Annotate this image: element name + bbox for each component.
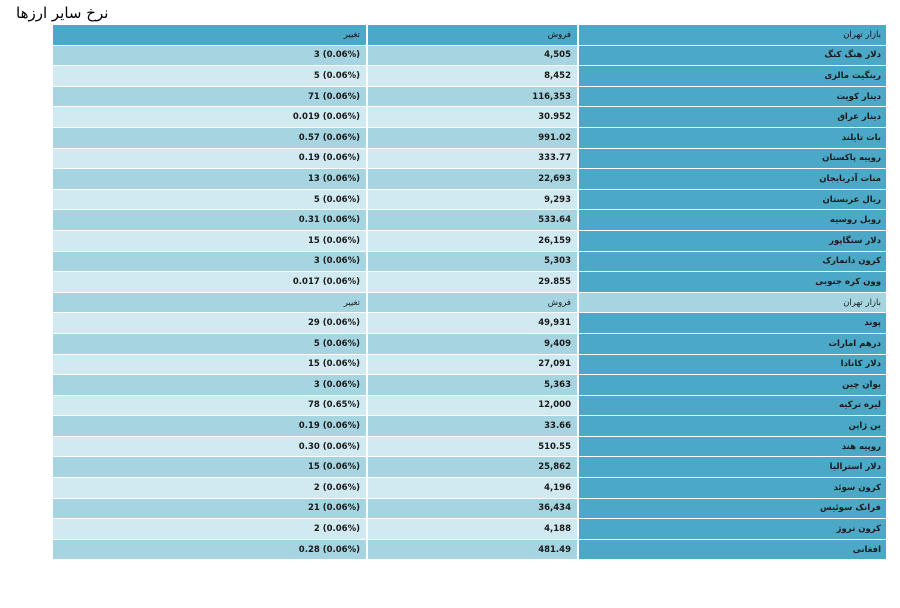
currency-name: دینار کویت <box>579 87 886 107</box>
sell-cell: 5,363 <box>368 375 579 395</box>
currency-name: ین ژاپن <box>579 416 886 436</box>
sell-cell: 12,000 <box>368 396 579 416</box>
change-cell: 5 (0.06%) <box>53 66 368 86</box>
table-subheader-row <box>53 293 886 314</box>
sell-cell: 510.55 <box>368 437 579 457</box>
change-cell: 15 (0.06%) <box>53 355 368 375</box>
sell-cell: 5,303 <box>368 252 579 272</box>
currency-name: فرانک سوئیس <box>579 499 886 519</box>
change-cell: 3 (0.06%) <box>53 375 368 395</box>
currency-name: منات آذربایجان <box>579 169 886 189</box>
change-cell: 3 (0.06%) <box>53 252 368 272</box>
table-header-row <box>53 25 886 46</box>
subheader-sell: فروش <box>368 293 579 313</box>
table-row <box>53 149 886 170</box>
change-cell: 21 (0.06%) <box>53 499 368 519</box>
page-title: نرخ سایر ارزها <box>16 4 109 22</box>
table-row <box>53 128 886 149</box>
sell-cell: 533.64 <box>368 210 579 230</box>
currency-name: روبل روسیه <box>579 210 886 230</box>
change-cell: 15 (0.06%) <box>53 457 368 477</box>
sell-cell: 25,862 <box>368 457 579 477</box>
table-row <box>53 355 886 376</box>
subheader-change: تغییر <box>53 293 368 313</box>
currency-name: پوند <box>579 313 886 333</box>
sell-cell: 116,353 <box>368 87 579 107</box>
sell-cell: 8,452 <box>368 66 579 86</box>
change-cell: 0.28 (0.06%) <box>53 540 368 560</box>
sell-cell: 49,931 <box>368 313 579 333</box>
change-cell: 0.019 (0.06%) <box>53 107 368 127</box>
change-cell: 13 (0.06%) <box>53 169 368 189</box>
table-row <box>53 46 886 67</box>
currency-name: کرون نروژ <box>579 519 886 539</box>
header-sell: فروش <box>368 25 579 45</box>
currency-name: وون کره جنوبی <box>579 272 886 292</box>
table-row <box>53 457 886 478</box>
table-row <box>53 437 886 458</box>
table-row <box>53 107 886 128</box>
table-row <box>53 231 886 252</box>
currency-name: یوان چین <box>579 375 886 395</box>
table-row <box>53 169 886 190</box>
table-row <box>53 416 886 437</box>
currency-name: رینگیت مالزی <box>579 66 886 86</box>
change-cell: 78 (0.65%) <box>53 396 368 416</box>
sell-cell: 333.77 <box>368 149 579 169</box>
sell-cell: 26,159 <box>368 231 579 251</box>
table-row <box>53 190 886 211</box>
sell-cell: 36,434 <box>368 499 579 519</box>
sell-cell: 29.855 <box>368 272 579 292</box>
change-cell: 0.017 (0.06%) <box>53 272 368 292</box>
sell-cell: 9,293 <box>368 190 579 210</box>
change-cell: 3 (0.06%) <box>53 46 368 66</box>
currency-name: دلار هنگ کنگ <box>579 46 886 66</box>
change-cell: 0.19 (0.06%) <box>53 416 368 436</box>
table-row <box>53 478 886 499</box>
currency-name: دلار استرالیا <box>579 457 886 477</box>
currency-name: کرون سوئد <box>579 478 886 498</box>
sell-cell: 33.66 <box>368 416 579 436</box>
table-row <box>53 87 886 108</box>
currency-rate-table <box>53 25 886 560</box>
change-cell: 0.57 (0.06%) <box>53 128 368 148</box>
currency-name: دلار کانادا <box>579 355 886 375</box>
subheader-market: بازار تهران <box>579 293 886 313</box>
currency-name: روپیه هند <box>579 437 886 457</box>
sell-cell: 9,409 <box>368 334 579 354</box>
currency-name: دینار عراق <box>579 107 886 127</box>
change-cell: 15 (0.06%) <box>53 231 368 251</box>
currency-name: ریال عربستان <box>579 190 886 210</box>
change-cell: 0.30 (0.06%) <box>53 437 368 457</box>
header-market: بازار تهران <box>579 25 886 45</box>
table-row <box>53 66 886 87</box>
change-cell: 5 (0.06%) <box>53 334 368 354</box>
table-row <box>53 499 886 520</box>
currency-name: لیره ترکیه <box>579 396 886 416</box>
change-cell: 0.31 (0.06%) <box>53 210 368 230</box>
sell-cell: 22,693 <box>368 169 579 189</box>
sell-cell: 4,196 <box>368 478 579 498</box>
table-row <box>53 519 886 540</box>
sell-cell: 27,091 <box>368 355 579 375</box>
sell-cell: 991.02 <box>368 128 579 148</box>
table-row <box>53 375 886 396</box>
sell-cell: 30.952 <box>368 107 579 127</box>
header-change: تغییر <box>53 25 368 45</box>
currency-name: افغانی <box>579 540 886 560</box>
sell-cell: 4,188 <box>368 519 579 539</box>
sell-cell: 481.49 <box>368 540 579 560</box>
currency-name: کرون دانمارک <box>579 252 886 272</box>
table-row <box>53 252 886 273</box>
table-row <box>53 396 886 417</box>
change-cell: 5 (0.06%) <box>53 190 368 210</box>
currency-name: بات تایلند <box>579 128 886 148</box>
change-cell: 2 (0.06%) <box>53 478 368 498</box>
table-row <box>53 272 886 293</box>
table-row <box>53 313 886 334</box>
sell-cell: 4,505 <box>368 46 579 66</box>
table-row <box>53 334 886 355</box>
currency-name: درهم امارات <box>579 334 886 354</box>
currency-name: دلار سنگاپور <box>579 231 886 251</box>
table-row <box>53 540 886 561</box>
change-cell: 0.19 (0.06%) <box>53 149 368 169</box>
currency-name: روپیه پاکستان <box>579 149 886 169</box>
change-cell: 29 (0.06%) <box>53 313 368 333</box>
change-cell: 2 (0.06%) <box>53 519 368 539</box>
table-row <box>53 210 886 231</box>
change-cell: 71 (0.06%) <box>53 87 368 107</box>
